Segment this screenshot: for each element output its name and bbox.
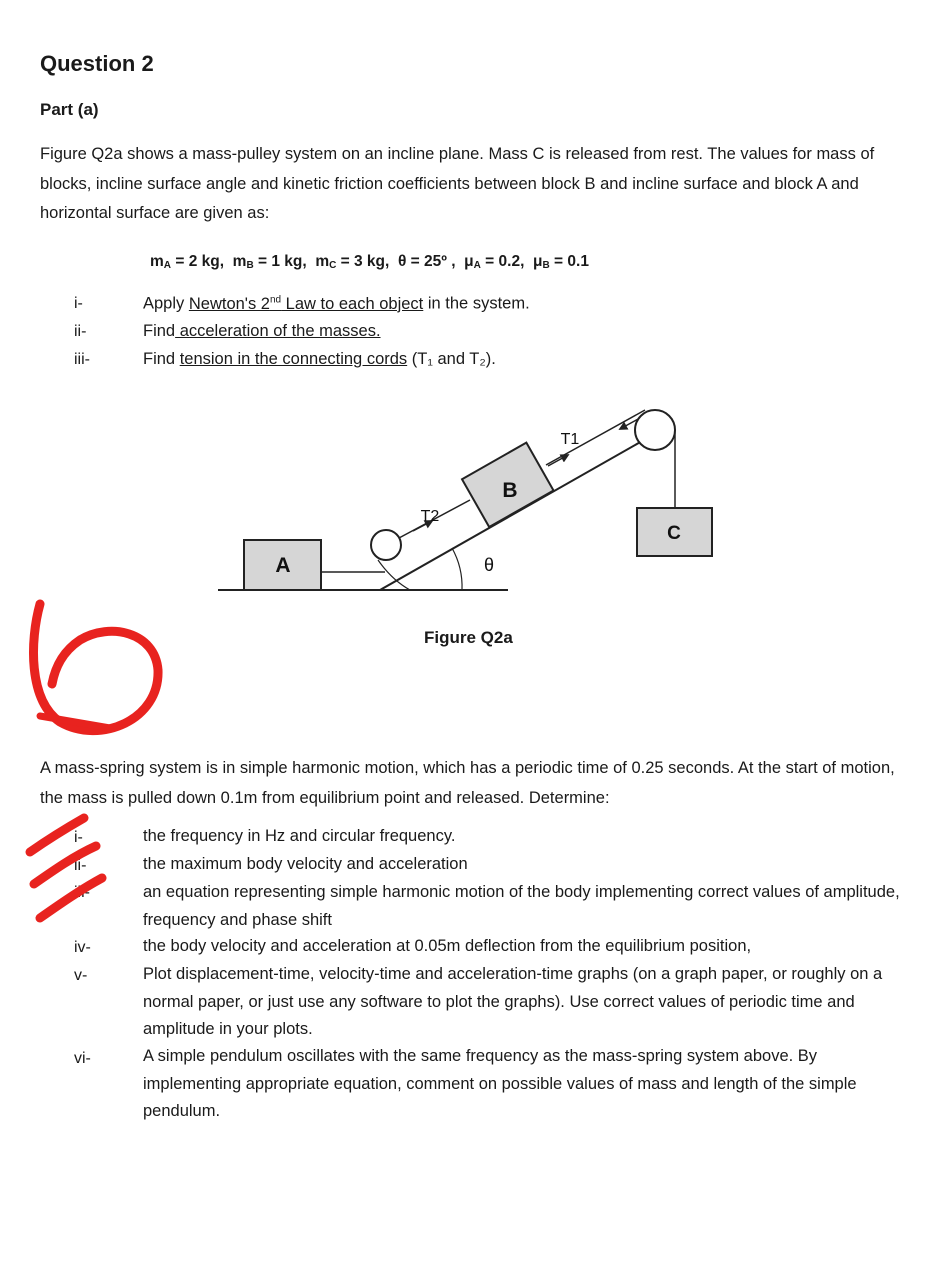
task-a-text: Apply Newton's 2nd Law to each object in the system.	[143, 294, 530, 313]
label-theta: θ	[483, 555, 495, 575]
given-values: $m_A = 2$ kg, $m_B = 1$ kg, $m_C = 3$ kg, θ = 25º , $\mu_A = 0.2$, $\mu_B = 0.1$	[150, 253, 589, 271]
task-a-num: ii-	[74, 323, 87, 340]
angle-arc	[452, 548, 462, 590]
task-b-num: v-	[74, 967, 88, 984]
task-a-text: Find acceleration of the masses.	[143, 322, 381, 340]
task-b-num: vi-	[74, 1050, 91, 1067]
task-b-text: A simple pendulum oscillates with the same frequency as the mass-spring system above. By implementing appropriate equation, comment on possible values of mass and length of the simple pendulum.	[143, 1047, 857, 1120]
label-c: C	[667, 523, 681, 544]
task-b-text: the frequency in Hz and circular frequency.	[143, 827, 456, 845]
label-t2: T2	[420, 508, 440, 525]
task-b-num: i-	[74, 829, 83, 846]
task-b-text: an equation representing simple harmonic motion of the body implementing correct values of amplitude, frequency and phase shift	[143, 883, 900, 929]
task-a-num: i-	[74, 295, 83, 312]
small-pulley	[371, 530, 401, 560]
part-a-intro: Figure Q2a shows a mass-pulley system on an incline plane. Mass C is released from rest. The values for mass of blocks, incline surface angle and kinetic friction coefficients between block B and incline surface and block A and horizontal surface are given as:	[40, 145, 875, 222]
label-b: B	[502, 479, 518, 502]
part-b-intro: A mass-spring system is in simple harmonic motion, which has a periodic time of 0.25 seconds. At the start of motion, the mass is pulled down 0.1m from equilibrium point and released. Determine:	[40, 759, 895, 807]
part-a-title: Part (a)	[40, 100, 99, 119]
task-b-text: the maximum body velocity and acceleration	[143, 855, 468, 873]
handwritten-six-mark	[0, 590, 200, 750]
task-b-text: Plot displacement-time, velocity-time and acceleration-time graphs (on a graph paper, or roughly on a normal paper, or just use any software to plot the graphs). Use correct values of periodic time and amplitude in your plots.	[143, 965, 883, 1038]
task-b-num: iv-	[74, 939, 91, 956]
label-t1: T1	[560, 431, 580, 448]
handwritten-strike-marks	[0, 810, 120, 930]
task-a-num: iii-	[74, 351, 90, 368]
figure-caption: Figure Q2a	[424, 628, 513, 647]
task-a-text: Find tension in the connecting cords (T₁ and T₂).	[143, 350, 496, 368]
task-b-text: the body velocity and acceleration at 0.05m deflection from the equilibrium position,	[143, 937, 752, 955]
label-a: A	[275, 554, 291, 577]
task-b-num: ii-	[74, 857, 87, 874]
large-pulley	[635, 410, 675, 450]
question-title: Question 2	[40, 51, 154, 76]
task-b-num: iii-	[74, 884, 90, 901]
